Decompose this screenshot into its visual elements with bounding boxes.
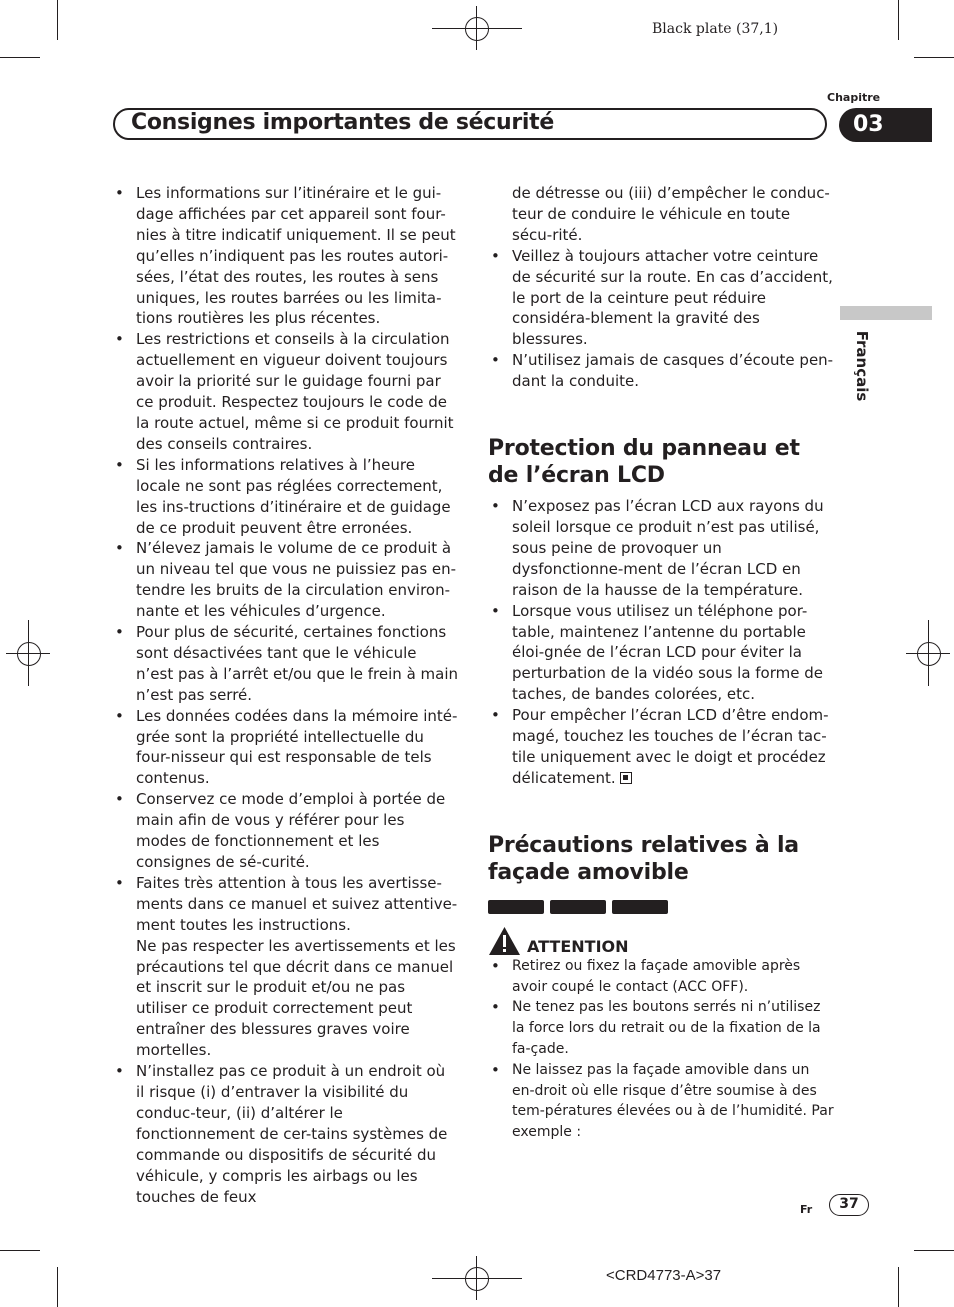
list-item: • Conservez ce mode d’emploi à portée de main afin de vous y référer pour les modes de fonctionnement et les consignes de sé-curité.	[112, 789, 458, 873]
registration-line	[476, 6, 477, 50]
language-tab-bar	[840, 306, 932, 320]
section-title: Consignes importantes de sécurité	[131, 110, 555, 135]
page-number: 37	[829, 1194, 869, 1216]
lcd-section-title: Protection du panneau et de l’écran LCD	[488, 436, 800, 489]
list-item-continuation: de détresse ou (iii) d’empêcher le conduc-teur de conduire le véhicule en toute sécu-rité.	[512, 184, 830, 244]
model-indicator-row	[488, 900, 834, 914]
registration-line	[476, 1256, 477, 1300]
list-item-text: Pour empêcher l’écran LCD d’être endom-magé, touchez les touches de l’écran tac-tile uniquement avec le doigt et procédez délicatement.	[512, 706, 829, 787]
warning-triangle-icon	[488, 926, 521, 956]
document-code: <CRD4773-A>37	[606, 1267, 722, 1284]
registration-line	[432, 1278, 522, 1279]
crop-mark	[0, 1250, 40, 1251]
registration-target-icon	[17, 642, 41, 666]
list-item: • N’installez pas ce produit à un endroit où il risque (i) d’entraver la visibilité du conduc-teur, (ii) d’altérer le fonctionnement de cer-tains systèmes de commande ou dispositifs de sécurité du véhicule, y compris les airbags ou les touches de feux	[112, 1061, 458, 1207]
registration-target-icon	[465, 1267, 489, 1291]
crop-mark	[57, 0, 58, 40]
list-item-text: • Faites très attention à tous les avertisse-ments dans ce manuel et suivez attentive-ment toutes les instructions.	[136, 873, 458, 934]
list-item: • Lorsque vous utilisez un téléphone por-table, maintenez l’antenne du portable éloi-gnée de l’écran LCD pour éviter la perturbation de la vidéo sous la forme de taches, de bandes colorées, etc.	[488, 601, 834, 706]
facade-section-title: Précautions relatives à la façade amovible	[488, 832, 799, 885]
crop-mark	[914, 1250, 954, 1251]
model-indicator	[612, 900, 668, 914]
attention-list	[488, 956, 834, 1143]
language-tab-label: Français	[853, 330, 871, 402]
list-item: • Les données codées dans la mémoire inté-grée sont la propriété intellectuelle du four-nisseur qui est responsable de tels contenus.	[112, 706, 458, 790]
safety-list-continued	[488, 246, 834, 392]
safety-list	[112, 183, 458, 1207]
registration-line	[432, 28, 522, 29]
warnings-continuation: Ne pas respecter les avertissements et les précautions tel que décrit dans ce manuel et inscrit sur le produit et/ou ne pas utiliser ce produit correctement peut entraîner des blessures graves voire mortelles.	[136, 936, 456, 1060]
model-indicator	[488, 900, 544, 914]
lcd-list	[488, 496, 834, 789]
list-item: • Les restrictions et conseils à la circulation actuellement en vigueur doivent toujours avoir la priorité sur le guidage fourni par ce produit. Respectez toujours le code de la route actuel, même si ce produit fournit des conseils contraires.	[112, 329, 458, 454]
list-item: • Ne tenez pas les boutons serrés ni n’utilisez la force lors du retrait ou de la fixation de la fa-çade.	[488, 997, 834, 1059]
list-item: • Les informations sur l’itinéraire et le gui-dage affichées par cet appareil sont four-nies à titre indicatif uniquement. Il se peut qu’elles n’indiquent pas les routes autori-sées, l’état des routes, les routes à sens uniques, les routes barrées ou les limita-tions routières les plus récentes.	[112, 183, 458, 329]
left-column	[112, 183, 458, 1207]
list-item: • Veillez à toujours attacher votre ceinture de sécurité sur la route. En cas d’accident, le port de la ceinture peut réduire considéra-blement la gravité des blessures.	[488, 246, 834, 351]
plate-label: Black plate (37,1)	[652, 21, 779, 37]
model-indicator	[550, 900, 606, 914]
attention-heading	[488, 926, 834, 956]
list-item: • Ne laissez pas la façade amovible dans un en-droit où elle risque d’être soumise à des tem-pératures élevées ou à de l’humidité. Par exemple :	[488, 1060, 834, 1143]
crop-mark	[914, 57, 954, 58]
crop-mark	[898, 0, 899, 40]
end-of-section-icon	[620, 772, 632, 784]
list-item: • N’exposez pas l’écran LCD aux rayons du soleil lorsque ce produit n’est pas utilisé, sous peine de provoquer un dysfonctionne-ment de l’écran LCD en raison de la hausse de la température.	[488, 496, 834, 601]
list-item	[488, 705, 834, 789]
list-item: • Pour plus de sécurité, certaines fonctions sont désactivées tant que le véhicule n’est pas à l’arrêt et/ou que le frein à main n’est pas serré.	[112, 622, 458, 706]
crop-mark	[57, 1267, 58, 1307]
crop-mark	[0, 57, 40, 58]
crop-mark	[898, 1267, 899, 1307]
right-column	[488, 183, 834, 1143]
list-item: • Retirez ou fixez la façade amovible après avoir coupé le contact (ACC OFF).	[488, 956, 834, 998]
registration-target-icon	[465, 17, 489, 41]
attention-label: ATTENTION	[527, 936, 629, 956]
registration-target-icon	[917, 642, 941, 666]
list-item: • N’utilisez jamais de casques d’écoute pen-dant la conduite.	[488, 350, 834, 392]
chapter-label: Chapitre	[827, 91, 881, 104]
list-item: • N’élevez jamais le volume de ce produit à un niveau tel que vous ne puissiez pas en-tendre les bruits de la circulation environ-nante et les véhicules d’urgence.	[112, 538, 458, 622]
list-item	[112, 873, 458, 1061]
list-item: • Si les informations relatives à l’heure locale ne sont pas réglées correctement, les ins-tructions d’itinéraire et de guidage de ce produit peuvent être erronées.	[112, 455, 458, 539]
registration-line	[28, 620, 29, 686]
chapter-number-tab: 03	[839, 108, 932, 142]
registration-line	[928, 620, 929, 686]
footer-language: Fr	[800, 1203, 813, 1216]
